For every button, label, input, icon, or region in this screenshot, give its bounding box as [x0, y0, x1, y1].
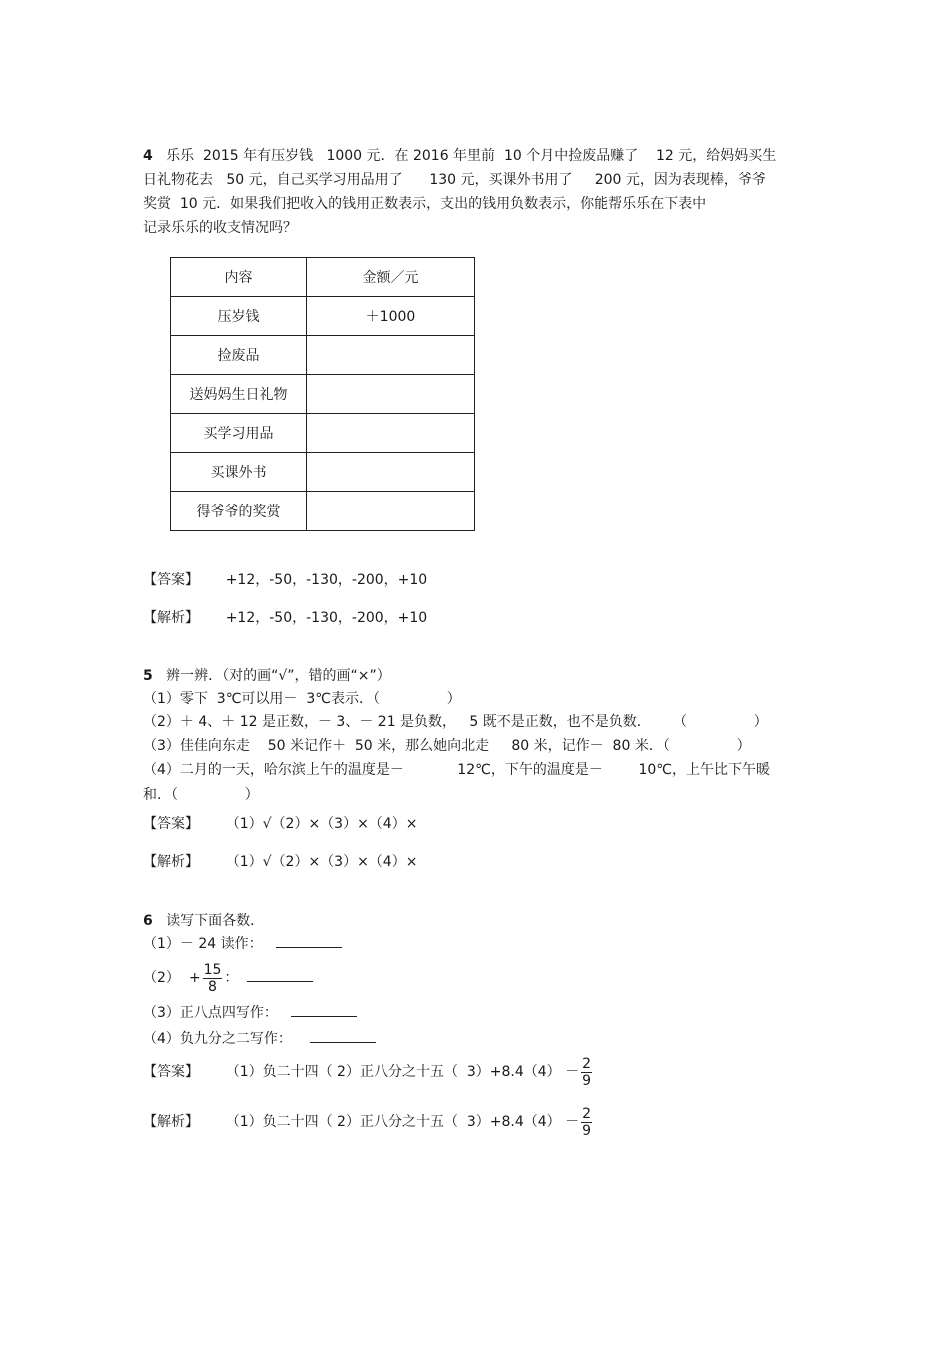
- fraction-denominator: 9: [582, 1122, 592, 1139]
- table-row: [171, 492, 475, 531]
- q5-item-4-cont: 和．（ ）: [143, 787, 259, 803]
- q5-analysis: [143, 852, 417, 872]
- answer-blank: [276, 933, 342, 948]
- table-header-row: [171, 258, 475, 297]
- analysis-text: （1）负二十四（ 2）正八分之十五（ 3）+8.4（4）: [225, 1114, 561, 1130]
- fraction-sign: －: [565, 1114, 580, 1130]
- analysis-text: （1）√（2）×（3）×（4）×: [225, 854, 418, 870]
- analysis-label: 【解析】: [143, 854, 199, 870]
- analysis-label: 【解析】: [143, 1114, 199, 1130]
- answer-label: 【答案】: [143, 816, 199, 832]
- row-label: 捡废品: [171, 336, 307, 375]
- table-row: [171, 414, 475, 453]
- q6-number: 6: [143, 913, 153, 929]
- q6-item-4: [143, 1028, 376, 1049]
- q6-title: 读写下面各数．: [166, 913, 265, 929]
- fraction-numerator: 2: [582, 1105, 592, 1122]
- fraction: [203, 962, 223, 995]
- answer-blank: [291, 1002, 357, 1017]
- row-label: 买课外书: [171, 453, 307, 492]
- q6-item-4-text: （4）负九分之二写作：: [143, 1031, 292, 1047]
- table-row: [171, 375, 475, 414]
- q4-analysis: [143, 608, 427, 628]
- q4-number: 4: [143, 148, 153, 164]
- q6-answer: [143, 1052, 594, 1092]
- table-row: [171, 297, 475, 336]
- q5-item-3: （3）佳佳向东走 50 米记作＋ 50 米，那么她向北走 80 米，记作－ 80 米．（ ）: [143, 738, 751, 754]
- row-amount: [307, 414, 475, 453]
- row-label: 买学习用品: [171, 414, 307, 453]
- q6-item-1-text: （1）－ 24 读作：: [143, 936, 263, 952]
- q6-item-2-sign: +: [188, 970, 201, 986]
- row-label: 送妈妈生日礼物: [171, 375, 307, 414]
- answer-text: +12，-50，-130，-200，+10: [225, 572, 428, 588]
- fraction-denominator: 8: [208, 978, 217, 995]
- q4-text-1: 乐乐 2015 年有压岁钱 1000 元．在 2016 年里前 10 个月中捡废品赚了 12 元，给妈妈买生: [166, 148, 777, 164]
- analysis-text: +12，-50，-130，-200，+10: [225, 610, 428, 626]
- q5-answer: [143, 814, 417, 834]
- header-amount: 金额／元: [307, 258, 475, 297]
- header-content: 内容: [171, 258, 307, 297]
- q5-title: 辨一辨．（对的画“√”，错的画“×”）: [166, 668, 391, 684]
- fraction-numerator: 2: [582, 1055, 592, 1072]
- q6-item-2: [143, 958, 313, 998]
- q5-item-4: （4）二月的一天，哈尔滨上午的温度是－ 12℃，下午的温度是－ 10℃，上午比下午暖: [143, 762, 770, 778]
- q4-line-4: 记录乐乐的收支情况吗？: [143, 220, 297, 236]
- fraction: [581, 1106, 592, 1139]
- fraction-numerator: 15: [203, 961, 222, 978]
- answer-text: （1）√（2）×（3）×（4）×: [225, 816, 418, 832]
- q5-item-1: （1）零下 3℃可以用－ 3℃表示．（ ）: [143, 691, 461, 707]
- q4-line-1: [143, 146, 776, 166]
- row-label: 压岁钱: [171, 297, 307, 336]
- row-label: 得爷爷的奖赏: [171, 492, 307, 531]
- q4-answer: [143, 570, 427, 590]
- answer-label: 【答案】: [143, 572, 199, 588]
- analysis-label: 【解析】: [143, 610, 199, 626]
- q6-item-3-text: （3）正八点四写作：: [143, 1005, 278, 1021]
- fraction-sign: －: [565, 1064, 580, 1080]
- answer-label: 【答案】: [143, 1064, 199, 1080]
- q5-number: 5: [143, 668, 153, 684]
- fraction: [581, 1056, 592, 1089]
- q6-item-2-suffix: ：: [224, 970, 239, 986]
- q6-item-1: [143, 933, 342, 954]
- q6-title-line: [143, 911, 264, 931]
- row-amount: [307, 453, 475, 492]
- q6-item-3: [143, 1002, 357, 1023]
- q5-title-line: [143, 666, 391, 686]
- q6-item-2-prefix: （2）: [143, 970, 180, 986]
- row-amount: ＋1000: [307, 297, 475, 336]
- q4-line-3: 奖赏 10 元．如果我们把收入的钱用正数表示，支出的钱用负数表示，你能帮乐乐在下表中: [143, 196, 707, 212]
- q5-item-2: （2）＋ 4、＋ 12 是正数，－ 3、－ 21 是负数， 5 既不是正数，也不是负数． （ ）: [143, 714, 768, 730]
- row-amount: [307, 336, 475, 375]
- row-amount: [307, 492, 475, 531]
- table-row: [171, 336, 475, 375]
- q4-line-2: 日礼物花去 50 元，自己买学习用品用了 130 元，买课外书用了 200 元，因为表现棒，爷爷: [143, 172, 766, 188]
- records-table: [170, 257, 475, 531]
- table-row: [171, 453, 475, 492]
- q6-analysis: [143, 1102, 594, 1142]
- answer-blank: [310, 1028, 376, 1043]
- fraction-denominator: 9: [582, 1072, 592, 1089]
- answer-blank: [247, 967, 313, 982]
- row-amount: [307, 375, 475, 414]
- answer-text: （1）负二十四（ 2）正八分之十五（ 3）+8.4（4）: [225, 1064, 561, 1080]
